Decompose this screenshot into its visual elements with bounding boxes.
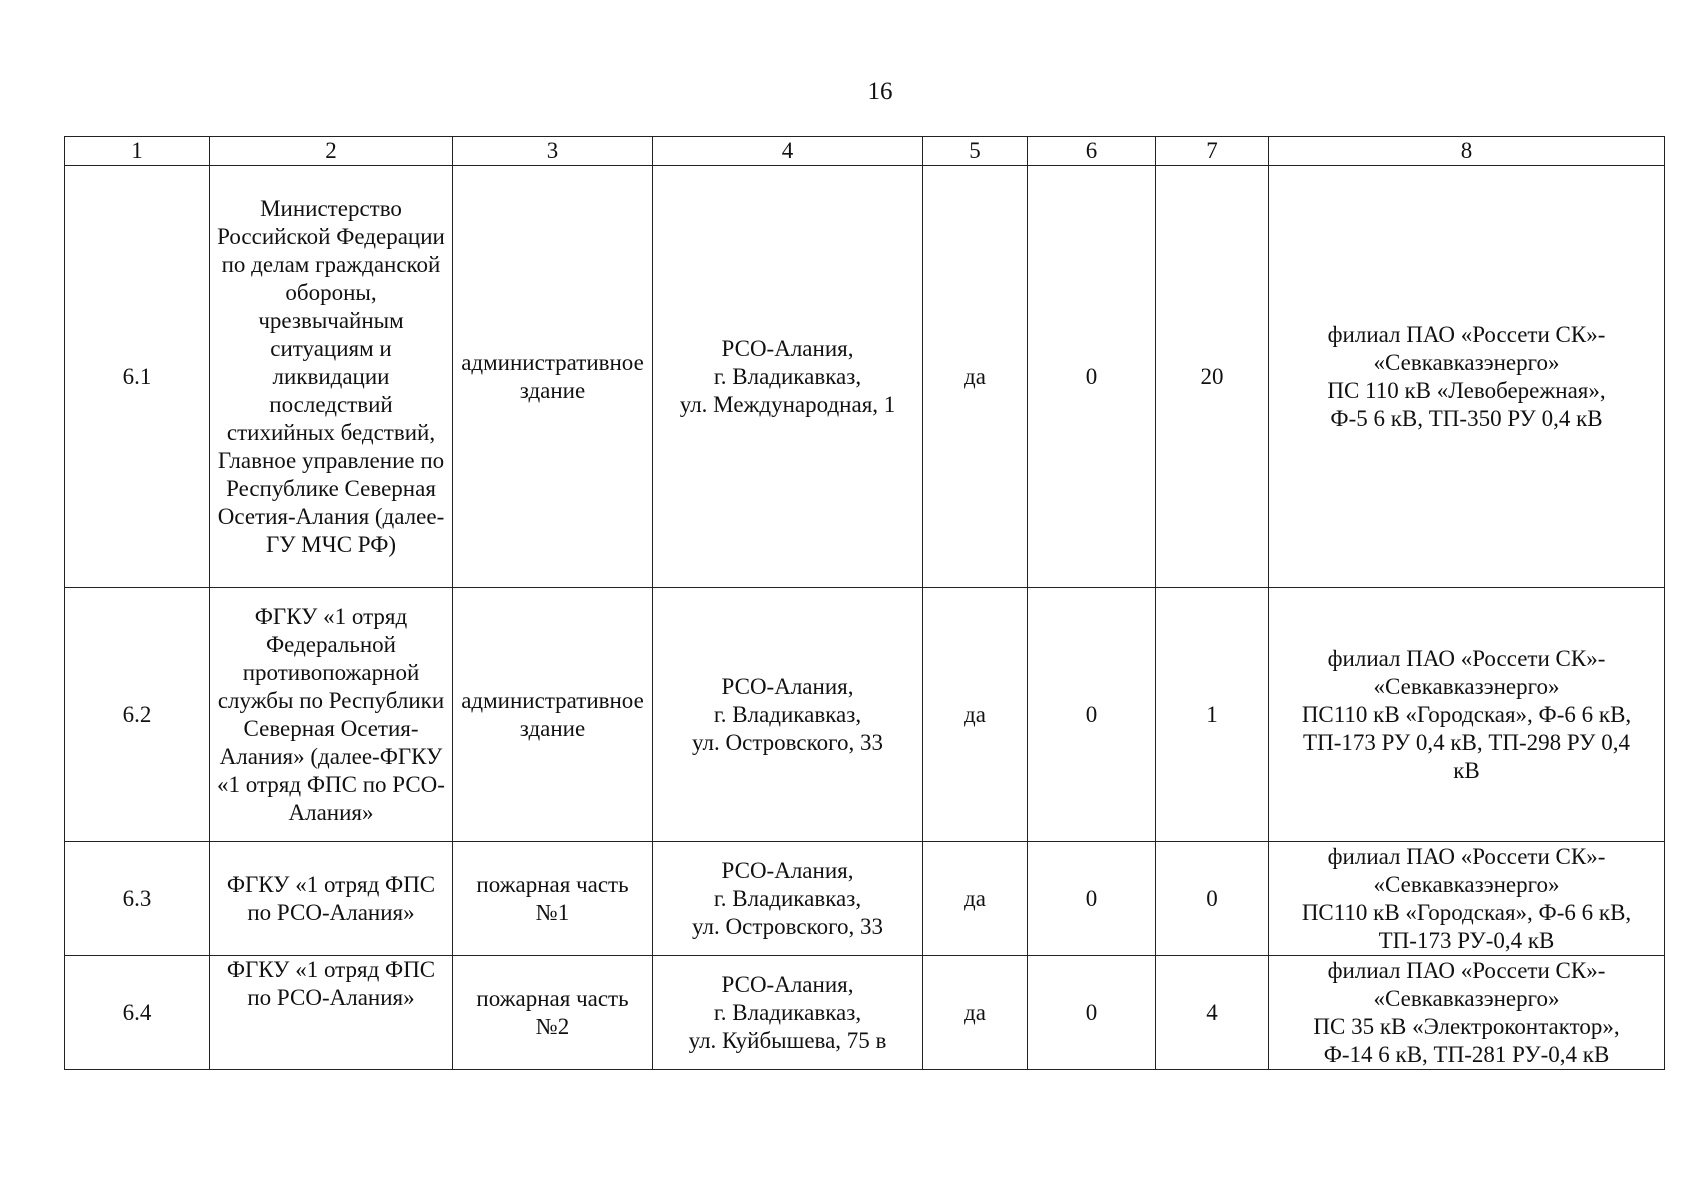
supply-line: филиал ПАО «Россети СК»- — [1327, 321, 1606, 347]
supply-line: филиал ПАО «Россети СК»- — [1327, 645, 1606, 671]
table-row — [65, 956, 1665, 1070]
col6-cell: 0 — [1028, 166, 1156, 588]
supply-line: «Севкавказэнерго» — [1373, 871, 1560, 897]
supply-line: Ф-14 6 кВ, ТП-281 РУ-0,4 кВ — [1323, 1041, 1610, 1067]
supply-cell — [1269, 842, 1665, 956]
supply-line: «Севкавказэнерго» — [1373, 673, 1560, 699]
address-line: г. Владикавказ, — [713, 885, 862, 911]
header-cell: 1 — [65, 137, 210, 166]
supply-line: кВ — [1453, 757, 1480, 783]
address-cell — [653, 956, 923, 1070]
supply-line: филиал ПАО «Россети СК»- — [1327, 843, 1606, 869]
col5-cell: да — [923, 842, 1028, 956]
supply-line: филиал ПАО «Россети СК»- — [1327, 957, 1606, 983]
supply-line: ПС 35 кВ «Электроконтактор», — [1313, 1013, 1620, 1039]
address-line: РСО-Алания, — [721, 857, 854, 883]
supply-line: «Севкавказэнерго» — [1373, 349, 1560, 375]
header-cell: 4 — [653, 137, 923, 166]
col6-cell: 0 — [1028, 588, 1156, 842]
col7-cell: 1 — [1156, 588, 1269, 842]
table-row — [65, 588, 1665, 842]
address-line: РСО-Алания, — [721, 335, 854, 361]
address-line: ул. Куйбышева, 75 в — [688, 1027, 887, 1053]
address-line: г. Владикавказ, — [713, 701, 862, 727]
header-cell: 7 — [1156, 137, 1269, 166]
address-cell — [653, 842, 923, 956]
header-cell: 3 — [453, 137, 653, 166]
header-cell: 8 — [1269, 137, 1665, 166]
object-cell: пожарная часть №2 — [453, 956, 653, 1070]
supply-cell — [1269, 956, 1665, 1070]
object-cell: административное здание — [453, 588, 653, 842]
organization-cell: ФГКУ «1 отряд ФПС по РСО-Алания» — [210, 842, 453, 956]
row-number: 6.3 — [65, 842, 210, 956]
row-number: 6.4 — [65, 956, 210, 1070]
col6-cell: 0 — [1028, 956, 1156, 1070]
address-line: ул. Островского, 33 — [692, 913, 883, 939]
data-table — [64, 136, 1665, 1070]
row-number: 6.2 — [65, 588, 210, 842]
address-line: ул. Международная, 1 — [679, 391, 896, 417]
col7-cell: 20 — [1156, 166, 1269, 588]
supply-line: Ф-5 6 кВ, ТП-350 РУ 0,4 кВ — [1330, 405, 1603, 431]
supply-line: ПС110 кВ «Городская», Ф-6 6 кВ, — [1301, 899, 1632, 925]
table-row — [65, 166, 1665, 588]
col5-cell: да — [923, 956, 1028, 1070]
header-row — [65, 137, 1665, 166]
object-cell: пожарная часть №1 — [453, 842, 653, 956]
object-cell: административное здание — [453, 166, 653, 588]
organization-cell: ФГКУ «1 отряд ФПС по РСО-Алания» — [210, 956, 453, 1070]
address-line: РСО-Алания, — [721, 673, 854, 699]
col6-cell: 0 — [1028, 842, 1156, 956]
supply-line: ПС110 кВ «Городская», Ф-6 6 кВ, — [1301, 701, 1632, 727]
header-cell: 5 — [923, 137, 1028, 166]
organization-cell: ФГКУ «1 отряд Федеральной противопожарной службы по Республики Северная Осетия-Алания» (далее-ФГКУ «1 отряд ФПС по РСО-Алания» — [210, 588, 453, 842]
supply-cell — [1269, 588, 1665, 842]
table-row — [65, 842, 1665, 956]
header-cell: 6 — [1028, 137, 1156, 166]
page-number: 16 — [867, 78, 893, 105]
address-line: РСО-Алания, — [721, 971, 854, 997]
col7-cell: 0 — [1156, 842, 1269, 956]
address-cell — [653, 588, 923, 842]
col5-cell: да — [923, 588, 1028, 842]
header-cell: 2 — [210, 137, 453, 166]
col7-cell: 4 — [1156, 956, 1269, 1070]
supply-cell — [1269, 166, 1665, 588]
col5-cell: да — [923, 166, 1028, 588]
supply-line: ТП-173 РУ-0,4 кВ — [1378, 927, 1555, 953]
supply-line: ТП-173 РУ 0,4 кВ, ТП-298 РУ 0,4 — [1303, 729, 1630, 755]
address-line: ул. Островского, 33 — [692, 729, 883, 755]
address-line: г. Владикавказ, — [713, 363, 862, 389]
supply-line: ПС 110 кВ «Левобережная», — [1327, 377, 1606, 403]
supply-line: «Севкавказэнерго» — [1373, 985, 1560, 1011]
row-number: 6.1 — [65, 166, 210, 588]
address-cell — [653, 166, 923, 588]
organization-cell: Министерство Российской Федерации по делам гражданской обороны, чрезвычайным ситуациям и ликвидации последствий стихийных бедствий, Главное управление по Республике Северная Осетия-Алания (далее-ГУ МЧС РФ) — [210, 166, 453, 588]
address-line: г. Владикавказ, — [713, 999, 862, 1025]
